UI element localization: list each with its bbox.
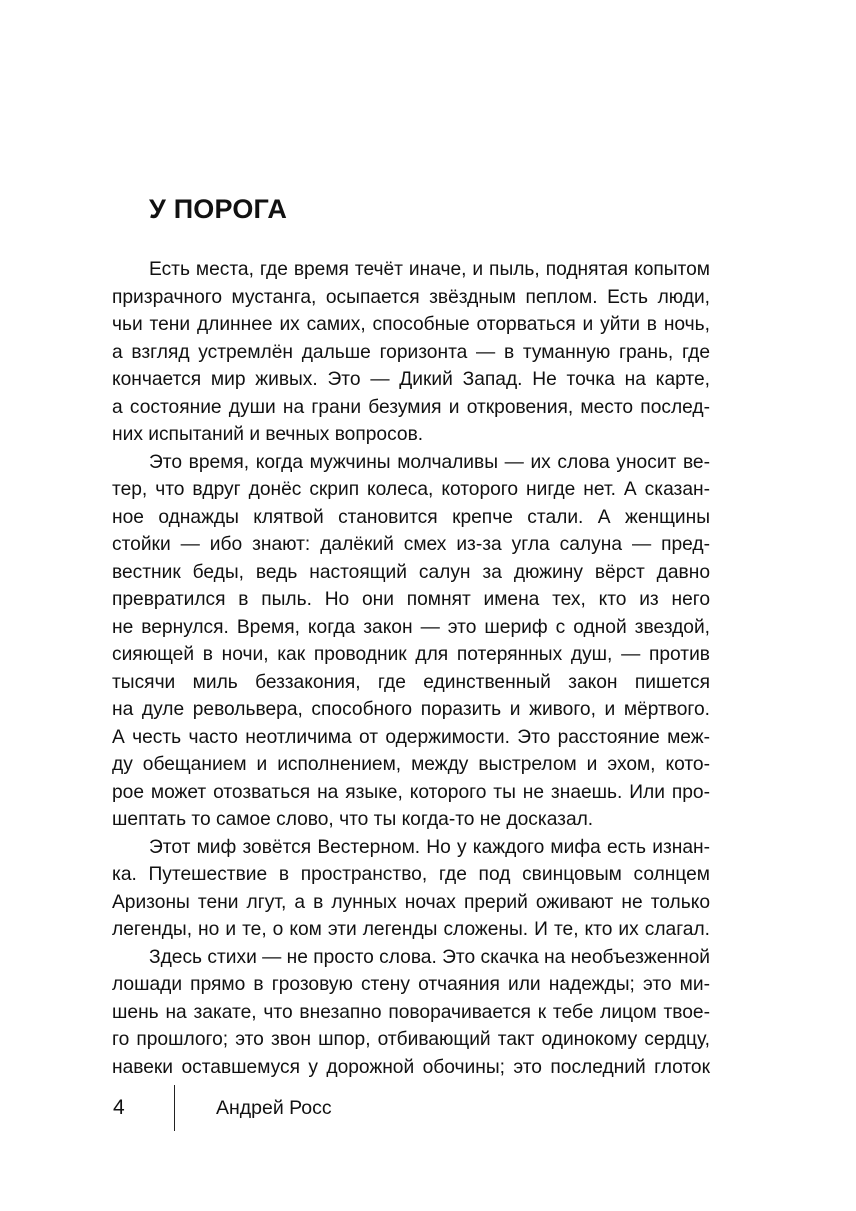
page-number: 4 <box>113 1096 125 1119</box>
paragraph-2-line-1: Это время, когда мужчины молчаливы — их слова уносит ве- <box>149 451 710 473</box>
paragraph-2-line-14: шептать то самое слово, что ты когда-то не досказал. <box>112 809 594 830</box>
author-name: Андрей Росс <box>216 1097 332 1119</box>
chapter-title: У ПОРОГА <box>149 194 288 224</box>
paragraph-4-line-5: навеки оставшемуся у дорожной обочины; это последний глоток <box>112 1056 710 1078</box>
paragraph-2-line-10: на дуле револьвера, способного поразить и живого, и мёртвого. <box>112 699 710 720</box>
paragraph-4-line-4: го прошлого; это звон шпор, отбивающий такт одинокому сердцу, <box>112 1029 710 1050</box>
paragraph-1-line-3: чьи тени длиннее их самих, способные оторваться и уйти в ночь, <box>112 314 710 335</box>
paragraph-2-line-11: А честь часто неотличима от одержимости. Это расстояние меж- <box>112 726 710 748</box>
paragraph-4-line-2: лошади прямо в грозовую стену отчаяния или надежды; это ми- <box>112 974 710 995</box>
paragraph-2-line-3: ное однажды клятвой становится крепче стали. А женщины <box>112 506 710 528</box>
paragraph-4-line-3: шень на закате, что внезапно поворачивается к тебе лицом твое- <box>112 1001 710 1023</box>
paragraph-2-line-13: рое может отозваться на языке, которого ты не знаешь. Или про- <box>112 781 710 803</box>
paragraph-3-line-3: Аризоны тени лгут, а в лунных ночах прерий оживают не только <box>112 891 710 913</box>
body-text <box>112 256 710 1081</box>
paragraph-1-line-5: кончается мир живых. Это — Дикий Запад. Не точка на карте, <box>112 369 710 390</box>
footer-divider <box>174 1085 175 1131</box>
paragraph-2-line-8: сияющей в ночи, как проводник для потерянных душ, — против <box>112 644 710 665</box>
paragraph-1-line-6: а состояние души на грани безумия и откровения, место послед- <box>112 396 710 418</box>
paragraph-3-line-2: ка. Путешествие в пространство, где под свинцовым солнцем <box>112 864 710 885</box>
paragraph-1-line-7: них испытаний и вечных вопросов. <box>112 424 424 445</box>
paragraph-4-line-1: Здесь стихи — не просто слова. Это скачка на необъезженной <box>149 946 710 968</box>
paragraph-1-line-1: Есть места, где время течёт иначе, и пыль, поднятая копытом <box>149 259 710 280</box>
paragraph-1-line-2: призрачного мустанга, осыпается звёздным пеплом. Есть люди, <box>112 286 710 308</box>
paragraph-1-line-4: а взгляд устремлён дальше горизонта — в туманную грань, где <box>112 341 710 363</box>
paragraph-2-line-2: тер, что вдруг донёс скрип колеса, которого нигде нет. А сказан- <box>112 479 710 500</box>
paragraph-3-line-1: Этот миф зовётся Вестерном. Но у каждого мифа есть изнан- <box>149 836 710 858</box>
paragraph-3-line-4: легенды, но и те, о ком эти легенды сложены. И те, кто их слагал. <box>112 919 710 940</box>
paragraph-2-line-4: стойки — ибо знают: далёкий смех из-за угла салуна — пред- <box>112 534 710 555</box>
paragraph-2-line-6: превратился в пыль. Но они помнят имена тех, кто из него <box>112 589 710 610</box>
paragraph-2-line-5: вестник беды, ведь настоящий салун за дюжину вёрст давно <box>112 561 710 583</box>
paragraph-2-line-9: тысячи миль беззакония, где единственный закон пишется <box>112 671 710 693</box>
paragraph-2-line-7: не вернулся. Время, когда закон — это шериф с одной звездой, <box>112 616 710 638</box>
paragraph-2-line-12: ду обещанием и исполнением, между выстрелом и эхом, кото- <box>112 754 710 775</box>
